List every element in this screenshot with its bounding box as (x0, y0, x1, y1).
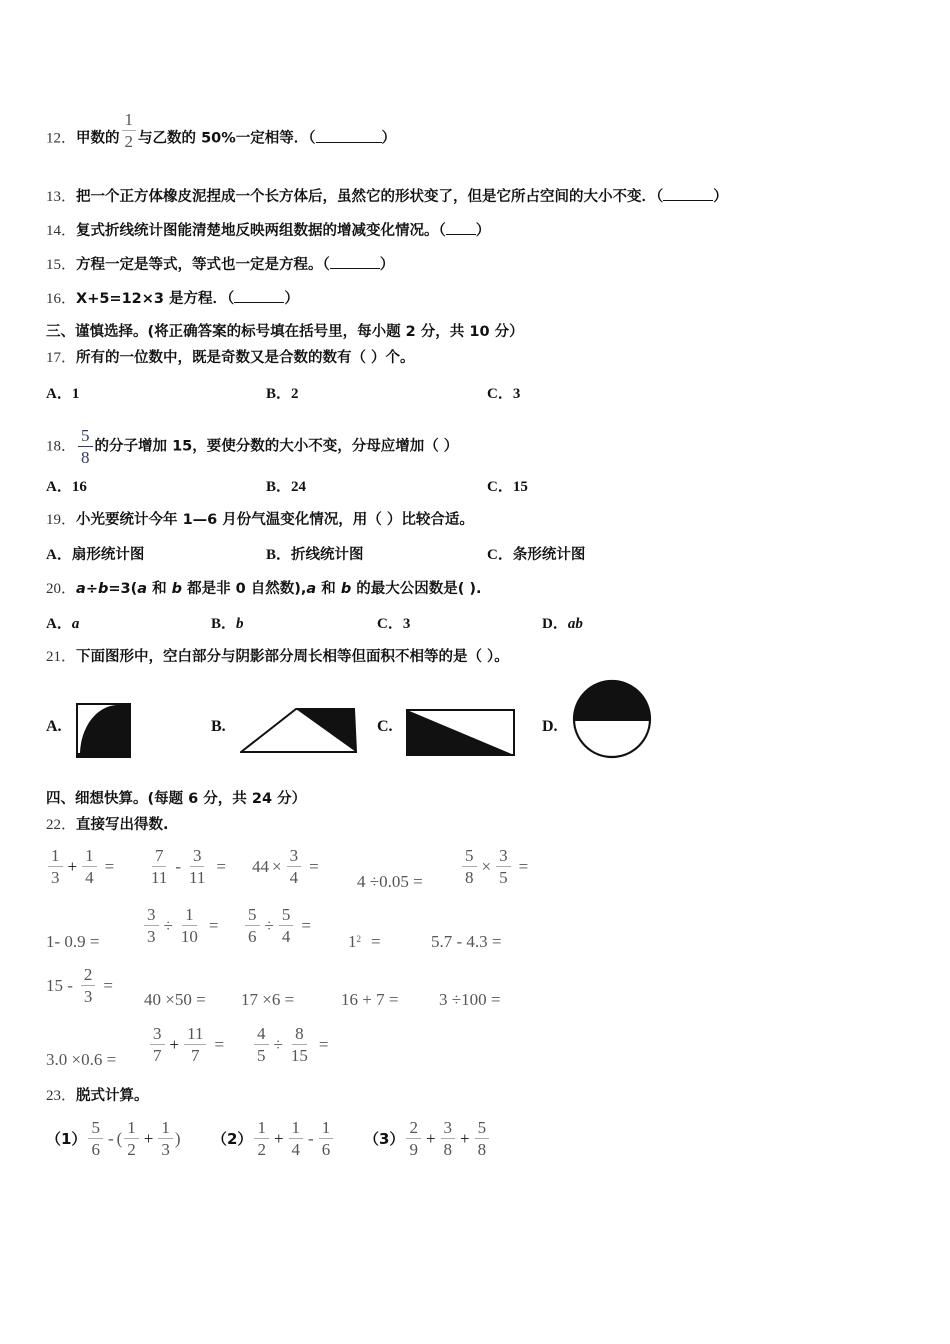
question-22: 22．直接写出得数. (46, 817, 169, 833)
option-19a[interactable]: A．扇形统计图 (46, 547, 145, 563)
option-20d[interactable]: D．ab (542, 616, 583, 632)
option-18c[interactable]: C．15 (487, 479, 528, 495)
option-19b[interactable]: B．折线统计图 (266, 547, 364, 563)
calc-item-10: 5.7 - 4.3 = (431, 932, 502, 951)
answer-blank[interactable] (330, 254, 380, 269)
section-4-title: 四、细想快算。(每题 6 分，共 24 分） (46, 791, 307, 807)
question-13: 13．把一个正方体橡皮泥捏成一个长方体后，虽然它的形状变了，但是它所占空间的大小不变．（ ） (46, 186, 728, 207)
calc-item-4: 4 ÷0.05 = (357, 872, 423, 891)
calc-item-14: 16 + 7 = (341, 990, 399, 1009)
calc-item-18: $\frac{4}{5}$ ÷ $\frac{8}{15}$ = (252, 1024, 328, 1065)
calc-item-1: $\frac{1}{3}$ + $\frac{1}{4}$ = (46, 846, 114, 887)
calc-item-15: 3 ÷100 = (439, 990, 501, 1009)
option-17a[interactable]: A．1 (46, 386, 80, 402)
figure-c-rectangle-diagonal[interactable] (406, 709, 516, 757)
question-23: 23．脱式计算。 (46, 1088, 149, 1104)
calc-item-12: 40 ×50 = (144, 990, 206, 1009)
question-18: 18． $\frac{5}{8}$ 的分子增加 15，要使分数的大小不变，分母应增加（ ） (46, 426, 459, 467)
fraction-five-eighths: $\frac{5}{8}$ (78, 426, 93, 467)
question-15: 15．方程一定是等式，等式也一定是方程。（ ） (46, 254, 394, 275)
step-calc-1: （1） $\frac{5}{6}$ - ( $\frac{1}{2}$ + $\frac{1}{3}$ ) (46, 1118, 181, 1159)
option-20b[interactable]: B．b (211, 616, 244, 632)
answer-blank[interactable] (316, 128, 382, 143)
option-18b[interactable]: B．24 (266, 479, 307, 495)
calc-item-8: $\frac{5}{6}$ ÷ $\frac{5}{4}$ = (243, 905, 311, 946)
figure-a-square-quarter-circle[interactable] (76, 703, 132, 759)
calc-item-6: 1- 0.9 = (46, 932, 100, 951)
answer-blank[interactable] (446, 220, 476, 235)
question-12: 12．甲数的 $\frac{1}{2}$ 与乙数的 50%一定相等．（ ） (46, 110, 397, 151)
option-19c[interactable]: C．条形统计图 (487, 547, 586, 563)
option-21b-label[interactable]: B. (211, 718, 226, 735)
step-calc-3: （3） $\frac{2}{9}$ + $\frac{3}{8}$ + $\frac{5}{8}$ (364, 1118, 491, 1159)
option-17b[interactable]: B．2 (266, 386, 299, 402)
calc-item-9: 1 $^2$ = (348, 932, 381, 951)
option-20c[interactable]: C．3 (377, 616, 411, 632)
question-20: 20．a÷b=3(a 和 b 都是非 0 自然数),a 和 b 的最大公因数是( ). (46, 581, 482, 597)
calc-item-17: $\frac{3}{7}$ + $\frac{11}{7}$ = (148, 1024, 224, 1065)
option-20a[interactable]: A．a (46, 616, 80, 632)
calc-item-5: $\frac{5}{8}$ × $\frac{3}{5}$ = (460, 846, 528, 887)
option-18a[interactable]: A．16 (46, 479, 87, 495)
question-21: 21．下面图形中，空白部分与阴影部分周长相等但面积不相等的是（ ）。 (46, 649, 509, 665)
step-calc-2: （2） $\frac{1}{2}$ + $\frac{1}{4}$ - $\frac{1}{6}$ (212, 1118, 335, 1159)
figure-b-trapezoid[interactable] (240, 706, 358, 756)
calc-item-16: 3.0 ×0.6 = (46, 1050, 117, 1069)
calc-item-11: 15 - $\frac{2}{3}$ = (46, 965, 114, 1006)
calc-item-13: 17 ×6 = (241, 990, 295, 1009)
question-19: 19．小光要统计今年 1—6 月份气温变化情况，用（ ）比较合适。 (46, 512, 474, 528)
option-21a-label[interactable]: A. (46, 718, 62, 735)
section-3-title: 三、谨慎选择。(将正确答案的标号填在括号里，每小题 2 分，共 10 分） (46, 324, 524, 340)
calc-item-2: $\frac{7}{11}$ - $\frac{3}{11}$ = (151, 846, 227, 887)
figure-d-circle-chord[interactable] (570, 679, 654, 759)
question-16: 16．X+5=12×3 是方程．（ ） (46, 288, 299, 309)
option-21c-label[interactable]: C. (377, 718, 393, 735)
option-21d-label[interactable]: D. (542, 718, 558, 735)
option-17c[interactable]: C．3 (487, 386, 521, 402)
answer-blank[interactable] (234, 288, 284, 303)
calc-item-7: $\frac{3}{3}$ ÷ $\frac{1}{10}$ = (142, 905, 218, 946)
fraction-one-half: $\frac{1}{2}$ (122, 110, 137, 151)
answer-blank[interactable] (663, 186, 713, 201)
question-17: 17．所有的一位数中，既是奇数又是合数的数有（ ）个。 (46, 350, 415, 366)
calc-item-3: 44 × $\frac{3}{4}$ = (252, 846, 319, 887)
question-14: 14．复式折线统计图能清楚地反映两组数据的增减变化情况。（ ） (46, 220, 490, 241)
